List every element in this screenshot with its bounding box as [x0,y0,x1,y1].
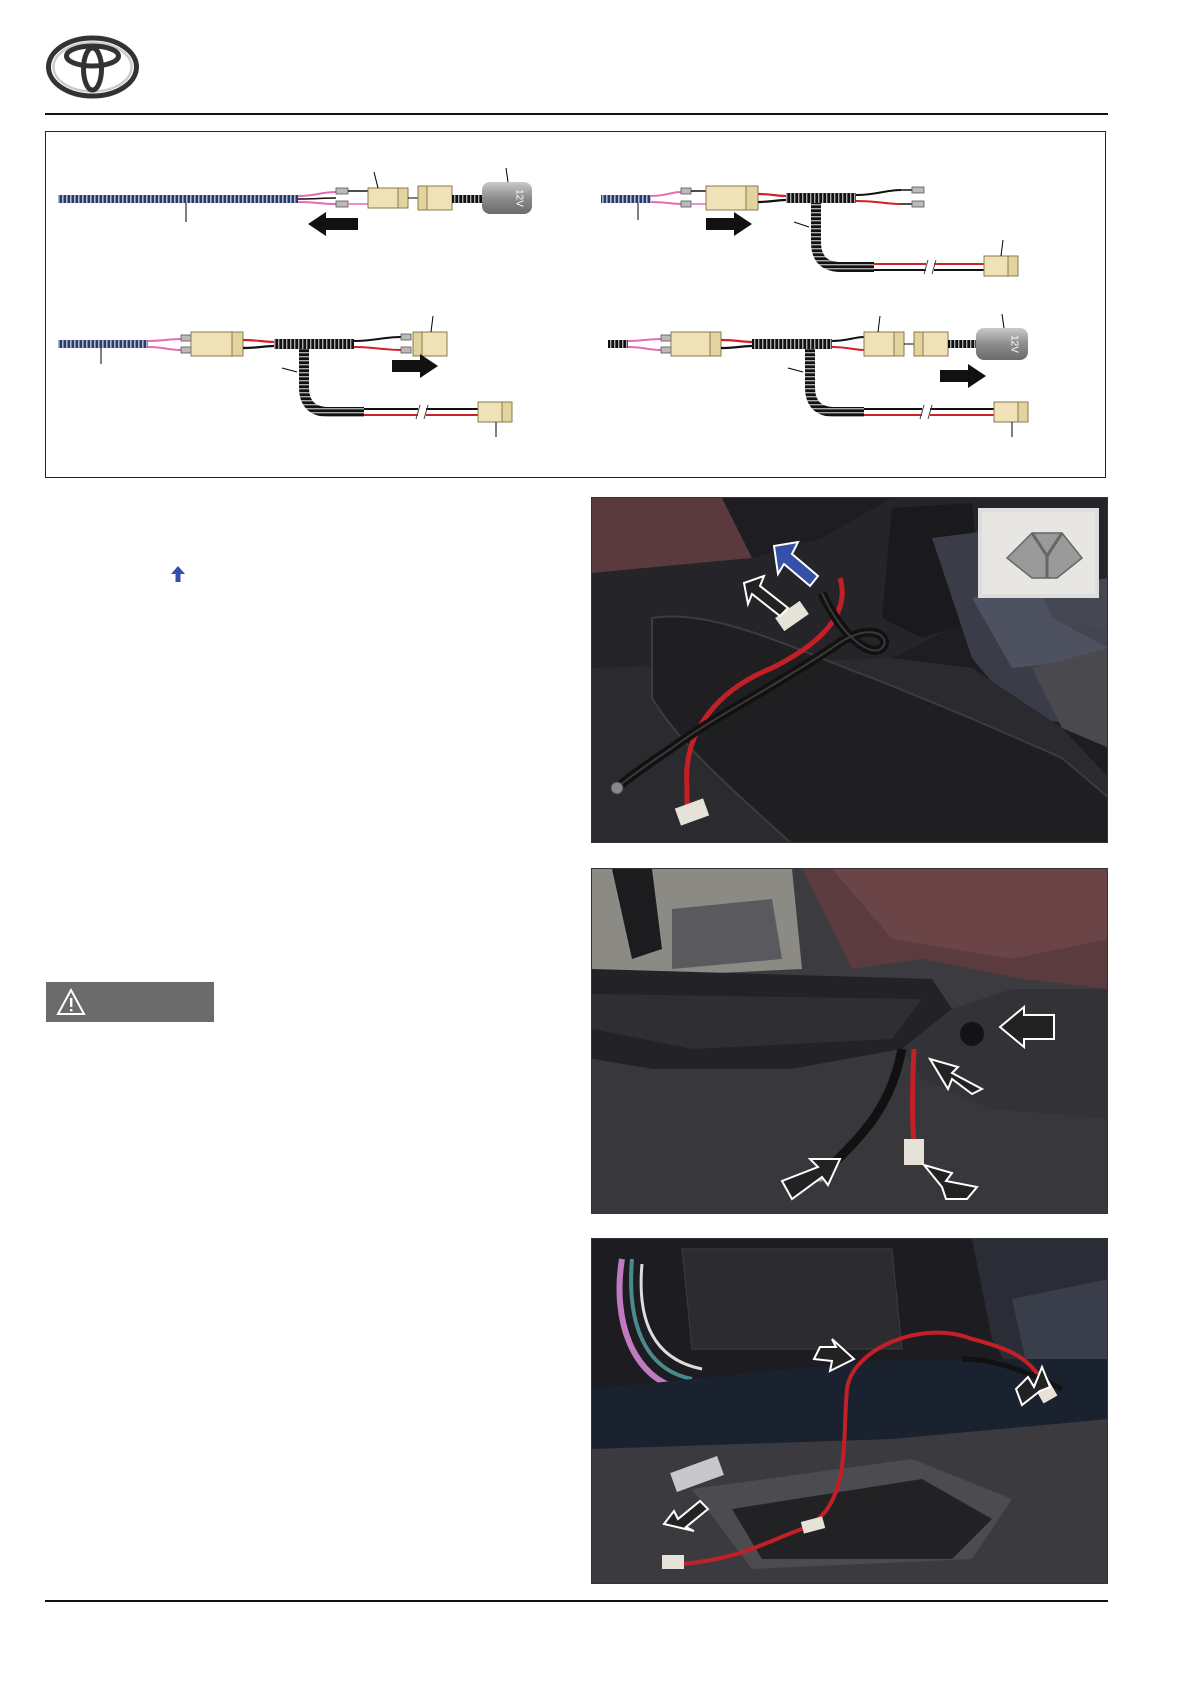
photo-harness-exit-under-dash [591,868,1108,1214]
diagram-harness-disconnect [58,168,532,236]
diagram-harness-socket [608,314,1028,437]
photo-footwell-harness-connectors [591,497,1108,843]
footer-rule [45,1600,1108,1602]
wiring-diagrams [46,132,1107,479]
photo-harness-routing-center-console [591,1238,1108,1584]
socket-label-d: 12V [1008,335,1020,353]
arrow-right-icon [392,354,438,378]
diagram-harness-connect [58,316,512,437]
caution-badge [46,982,214,1022]
arrow-right-icon [940,364,986,388]
header-rule [45,113,1108,115]
arrow-left-icon [308,212,358,236]
warning-triangle-icon [56,988,86,1016]
wiring-diagram-panel [45,131,1106,478]
arrow-right-icon [706,212,752,236]
diagram-harness-branch [601,186,1018,276]
up-arrow-icon [171,566,185,582]
toyota-logo-icon [45,35,140,99]
socket-label-a: 12V [513,189,525,207]
